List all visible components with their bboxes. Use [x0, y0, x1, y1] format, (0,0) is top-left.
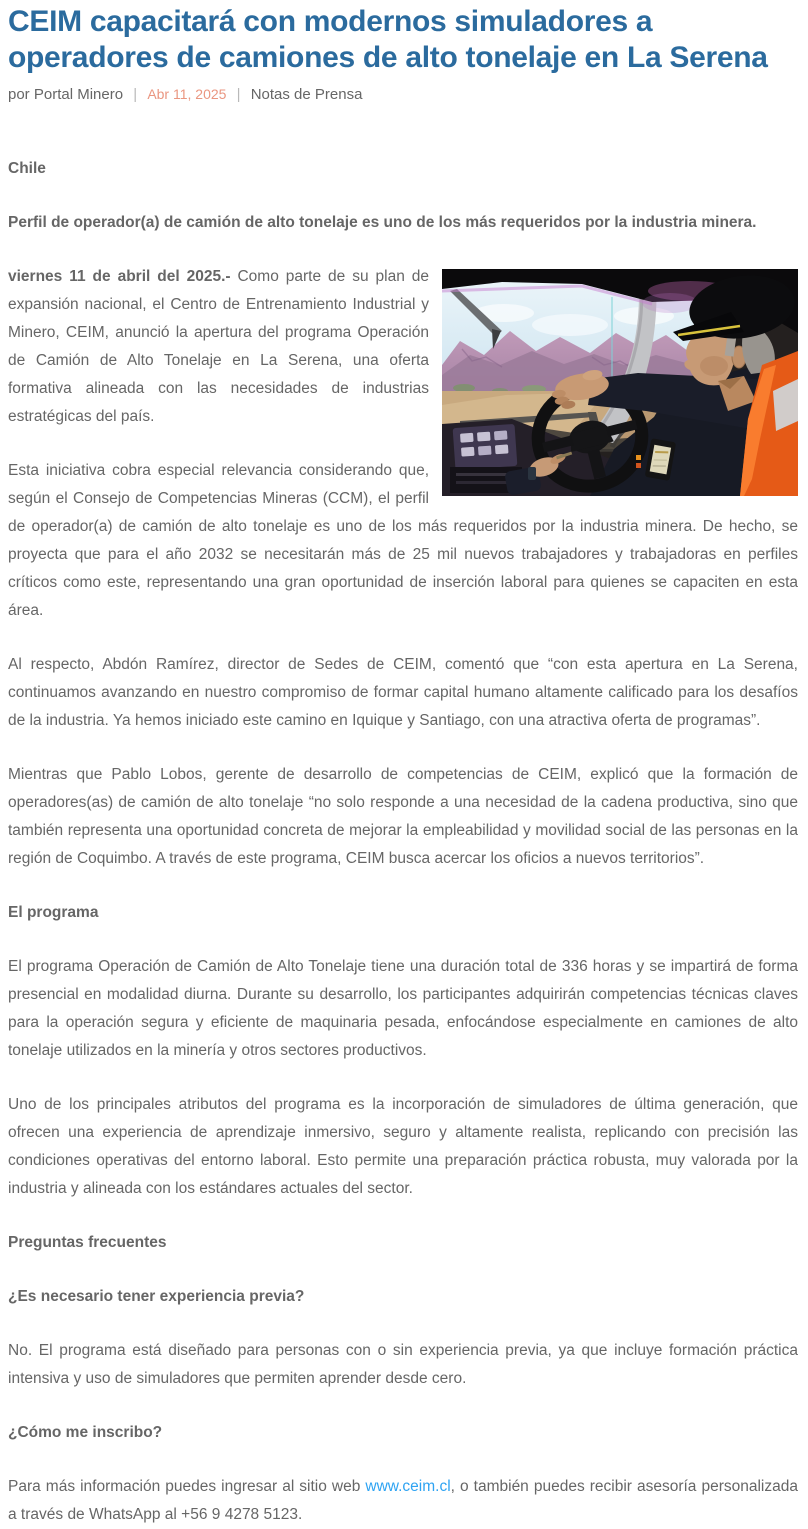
simulator-photo [442, 269, 798, 496]
faq-answer-enroll [8, 1473, 798, 1529]
byline-separator: | [236, 86, 241, 103]
paragraph-intro-text: Como parte de su plan de expansión nacional, el Centro de Entrenamiento Industrial y Minero, CEIM, anunció la apertura del programa Operación de Camión de Alto Tonelaje en La Serena, una oferta formativa alineada con las necesidades de industrias estratégicas del país. [8, 268, 430, 425]
article-title: CEIM capacitará con modernos simuladores a operadores de camiones de alto tonelaje en La Serena [8, 5, 768, 74]
paragraph-ccm: Esta iniciativa cobra especial relevancia considerando que, según el Consejo de Competencias Mineras (CCM), el perfil de operador(a) de camión de alto tonelaje es uno de los más requeridos por la industria minera. De hecho, se proyecta que para el año 2032 se necesitarán más de 25 mil nuevos trabajadores y trabajadoras en perfiles críticos como este, representando una gran oportunidad de inserción laboral para quienes se capaciten en esta área. [8, 462, 798, 619]
byline-separator: | [133, 86, 138, 103]
article-lede: Perfil de operador(a) de camión de alto tonelaje es uno de los más requeridos por la industria minera. [8, 214, 757, 231]
section-heading-program: El programa [8, 904, 99, 921]
faq-question-experience: ¿Es necesario tener experiencia previa? [8, 1288, 305, 1305]
author-link[interactable]: Portal Minero [33, 86, 124, 103]
paragraph-quote-ramirez: Al respecto, Abdón Ramírez, director de Sedes de CEIM, comentó que “con esta apertura en La Serena, continuamos avanzando en nuestro compromiso de formar capital humano altamente calificado para los desafíos de la industria. Ya hemos iniciado este camino en Iquique y Santiago, con una atractiva oferta de programas”. [8, 656, 798, 729]
dateline: viernes 11 de abril del 2025.- [8, 268, 231, 285]
simulator-photo-illustration [442, 269, 798, 496]
paragraph-simulators: Uno de los principales atributos del programa es la incorporación de simuladores de última generación, que ofrecen una experiencia de aprendizaje inmersivo, seguro y altamente realista, replicando con precisión las condiciones operativas del entorno laboral. Esto permite una preparación práctica robusta, muy valorada por la industria y alineada con los estándares actuales del sector. [8, 1096, 798, 1197]
faq-answer-enroll-text-after: , o también puedes recibir asesoría personalizada a través de WhatsApp al +56 9 4278 5123. [8, 1478, 798, 1523]
website-link[interactable]: www.ceim.cl [365, 1478, 451, 1495]
faq-question-enroll: ¿Cómo me inscribo? [8, 1424, 163, 1441]
section-heading-faq: Preguntas frecuentes [8, 1234, 167, 1251]
byline-by-label: por [8, 86, 30, 103]
post-date: Abr 11, 2025 [147, 86, 227, 102]
paragraph-program-details: El programa Operación de Camión de Alto Tonelaje tiene una duración total de 336 horas y se impartirá de forma presencial en modalidad diurna. Durante su desarrollo, los participantes adquirirán competencias técnicas claves para la operación segura y eficiente de maquinaria pesada, enfocándose especialmente en camiones de alto tonelaje utilizados en la minería y otros sectores productivos. [8, 958, 798, 1059]
article-body [8, 155, 798, 1529]
byline [8, 86, 798, 103]
paragraph-quote-lobos: Mientras que Pablo Lobos, gerente de desarrollo de competencias de CEIM, explicó que la formación de operadores(as) de camión de alto tonelaje “no solo responde a una necesidad de la cadena productiva, sino que también representa una oportunidad concreta de mejorar la empleabilidad y movilidad social de las personas en la región de Coquimbo. A través de este programa, CEIM busca acercar los oficios a nuevos territorios”. [8, 766, 798, 867]
faq-answer-enroll-text: Para más información puedes ingresar al sitio web [8, 1478, 366, 1495]
country-heading: Chile [8, 160, 46, 177]
category-link[interactable]: Notas de Prensa [250, 86, 363, 103]
faq-answer-experience: No. El programa está diseñado para personas con o sin experiencia previa, ya que incluye formación práctica intensiva y uso de simuladores que permiten aprender desde cero. [8, 1342, 798, 1387]
